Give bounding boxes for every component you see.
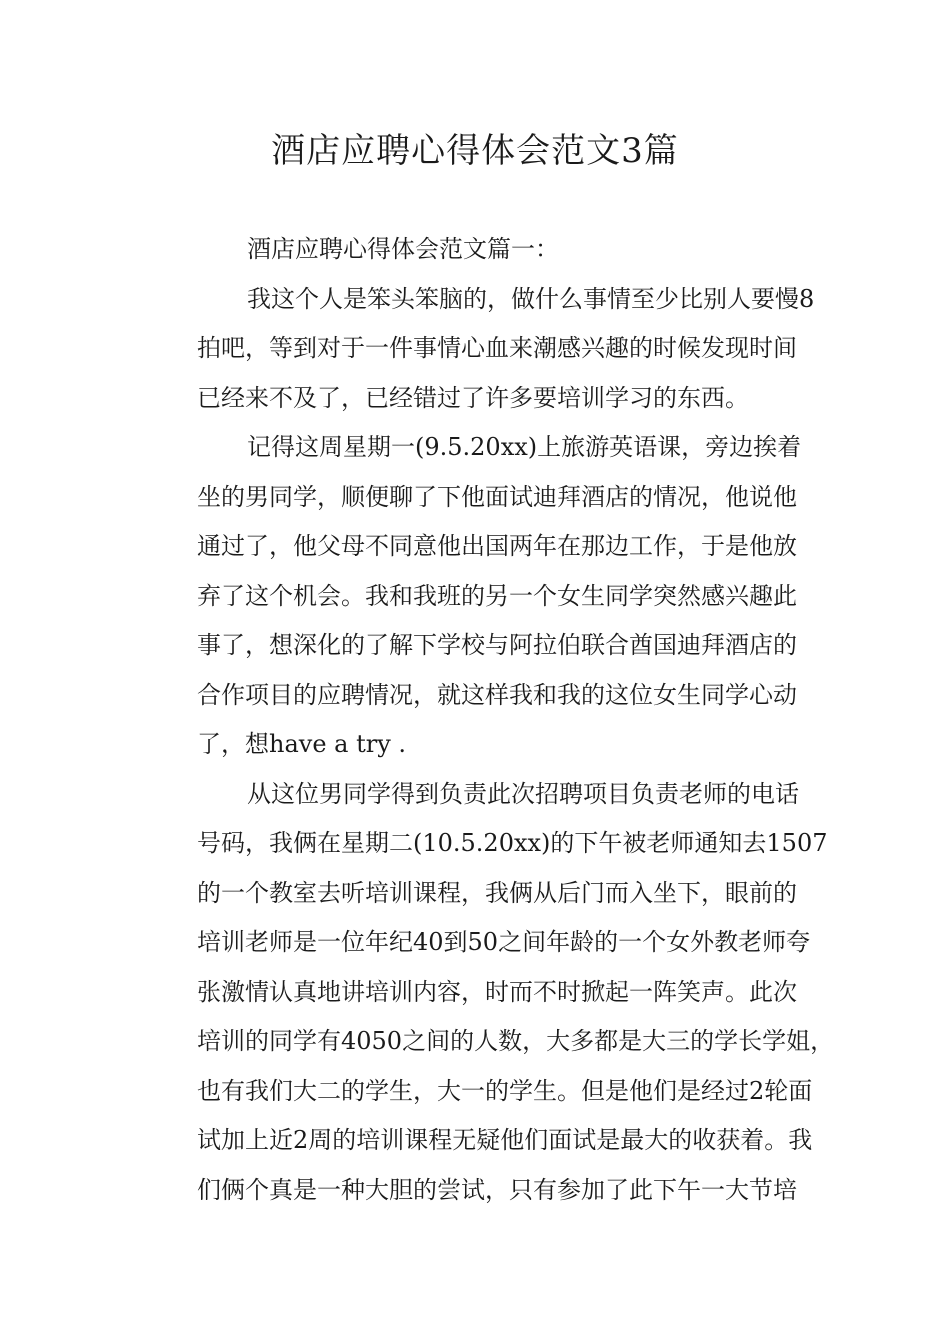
text-line: 坐的男同学，顺便聊了下他面试迪拜酒店的情况，他说他 [197,482,797,511]
paragraph [147,770,835,1216]
text-line: 培训的同学有4050之间的人数，大多都是大三的学长学姐， [197,1027,835,1055]
text-line: 也有我们大二的学生，大一的学生。但是他们是经过2轮面 [197,1076,813,1105]
text-line: 张激情认真地讲培训内容，时而不时掀起一阵笑声。此次 [197,977,797,1006]
text-line: 拍吧，等到对于一件事情心血来潮感兴趣的时候发现时间 [197,334,797,362]
text-line: 们俩个真是一种大胆的尝试，只有参加了此下午一大节培 [197,1175,797,1204]
paragraph [147,275,815,424]
text-line: 已经来不及了，已经错过了许多要培训学习的东西。 [197,383,749,412]
text-line: 号码，我俩在星期二(10.5.20xx)的下午被老师通知去1507 [197,829,828,857]
text-line: 记得这周星期一(9.5.20xx)上旅游英语课，旁边挨着 [247,433,802,461]
document-body [147,225,835,1215]
text-line: 通过了，他父母不同意他出国两年在那边工作，于是他放 [197,532,797,560]
text-line: 我这个人是笨头笨脑的，做什么事情至少比别人要慢8 [247,284,815,313]
text-line: 了，想have a try . [197,730,407,758]
paragraph [147,225,809,275]
text-line: 试加上近2周的培训课程无疑他们面试是最大的收获着。我 [197,1126,813,1154]
document-title: 酒店应聘心得体会范文3篇 [271,131,679,171]
text-line: 弃了这个机会。我和我班的另一个女生同学突然感兴趣此 [197,581,797,610]
text-line: 培训老师是一位年纪40到50之间年龄的一个女外教老师夸 [197,928,811,956]
paragraph [147,423,809,770]
text-line: 事了，想深化的了解下学校与阿拉伯联合酋国迪拜酒店的 [197,631,797,659]
text-line: 合作项目的应聘情况，就这样我和我的这位女生同学心动 [197,680,797,709]
text-line: 的一个教室去听培训课程，我俩从后门而入坐下，眼前的 [197,878,797,907]
text-line: 酒店应聘心得体会范文篇一： [247,235,559,263]
text-line: 从这位男同学得到负责此次招聘项目负责老师的电话 [247,779,799,808]
